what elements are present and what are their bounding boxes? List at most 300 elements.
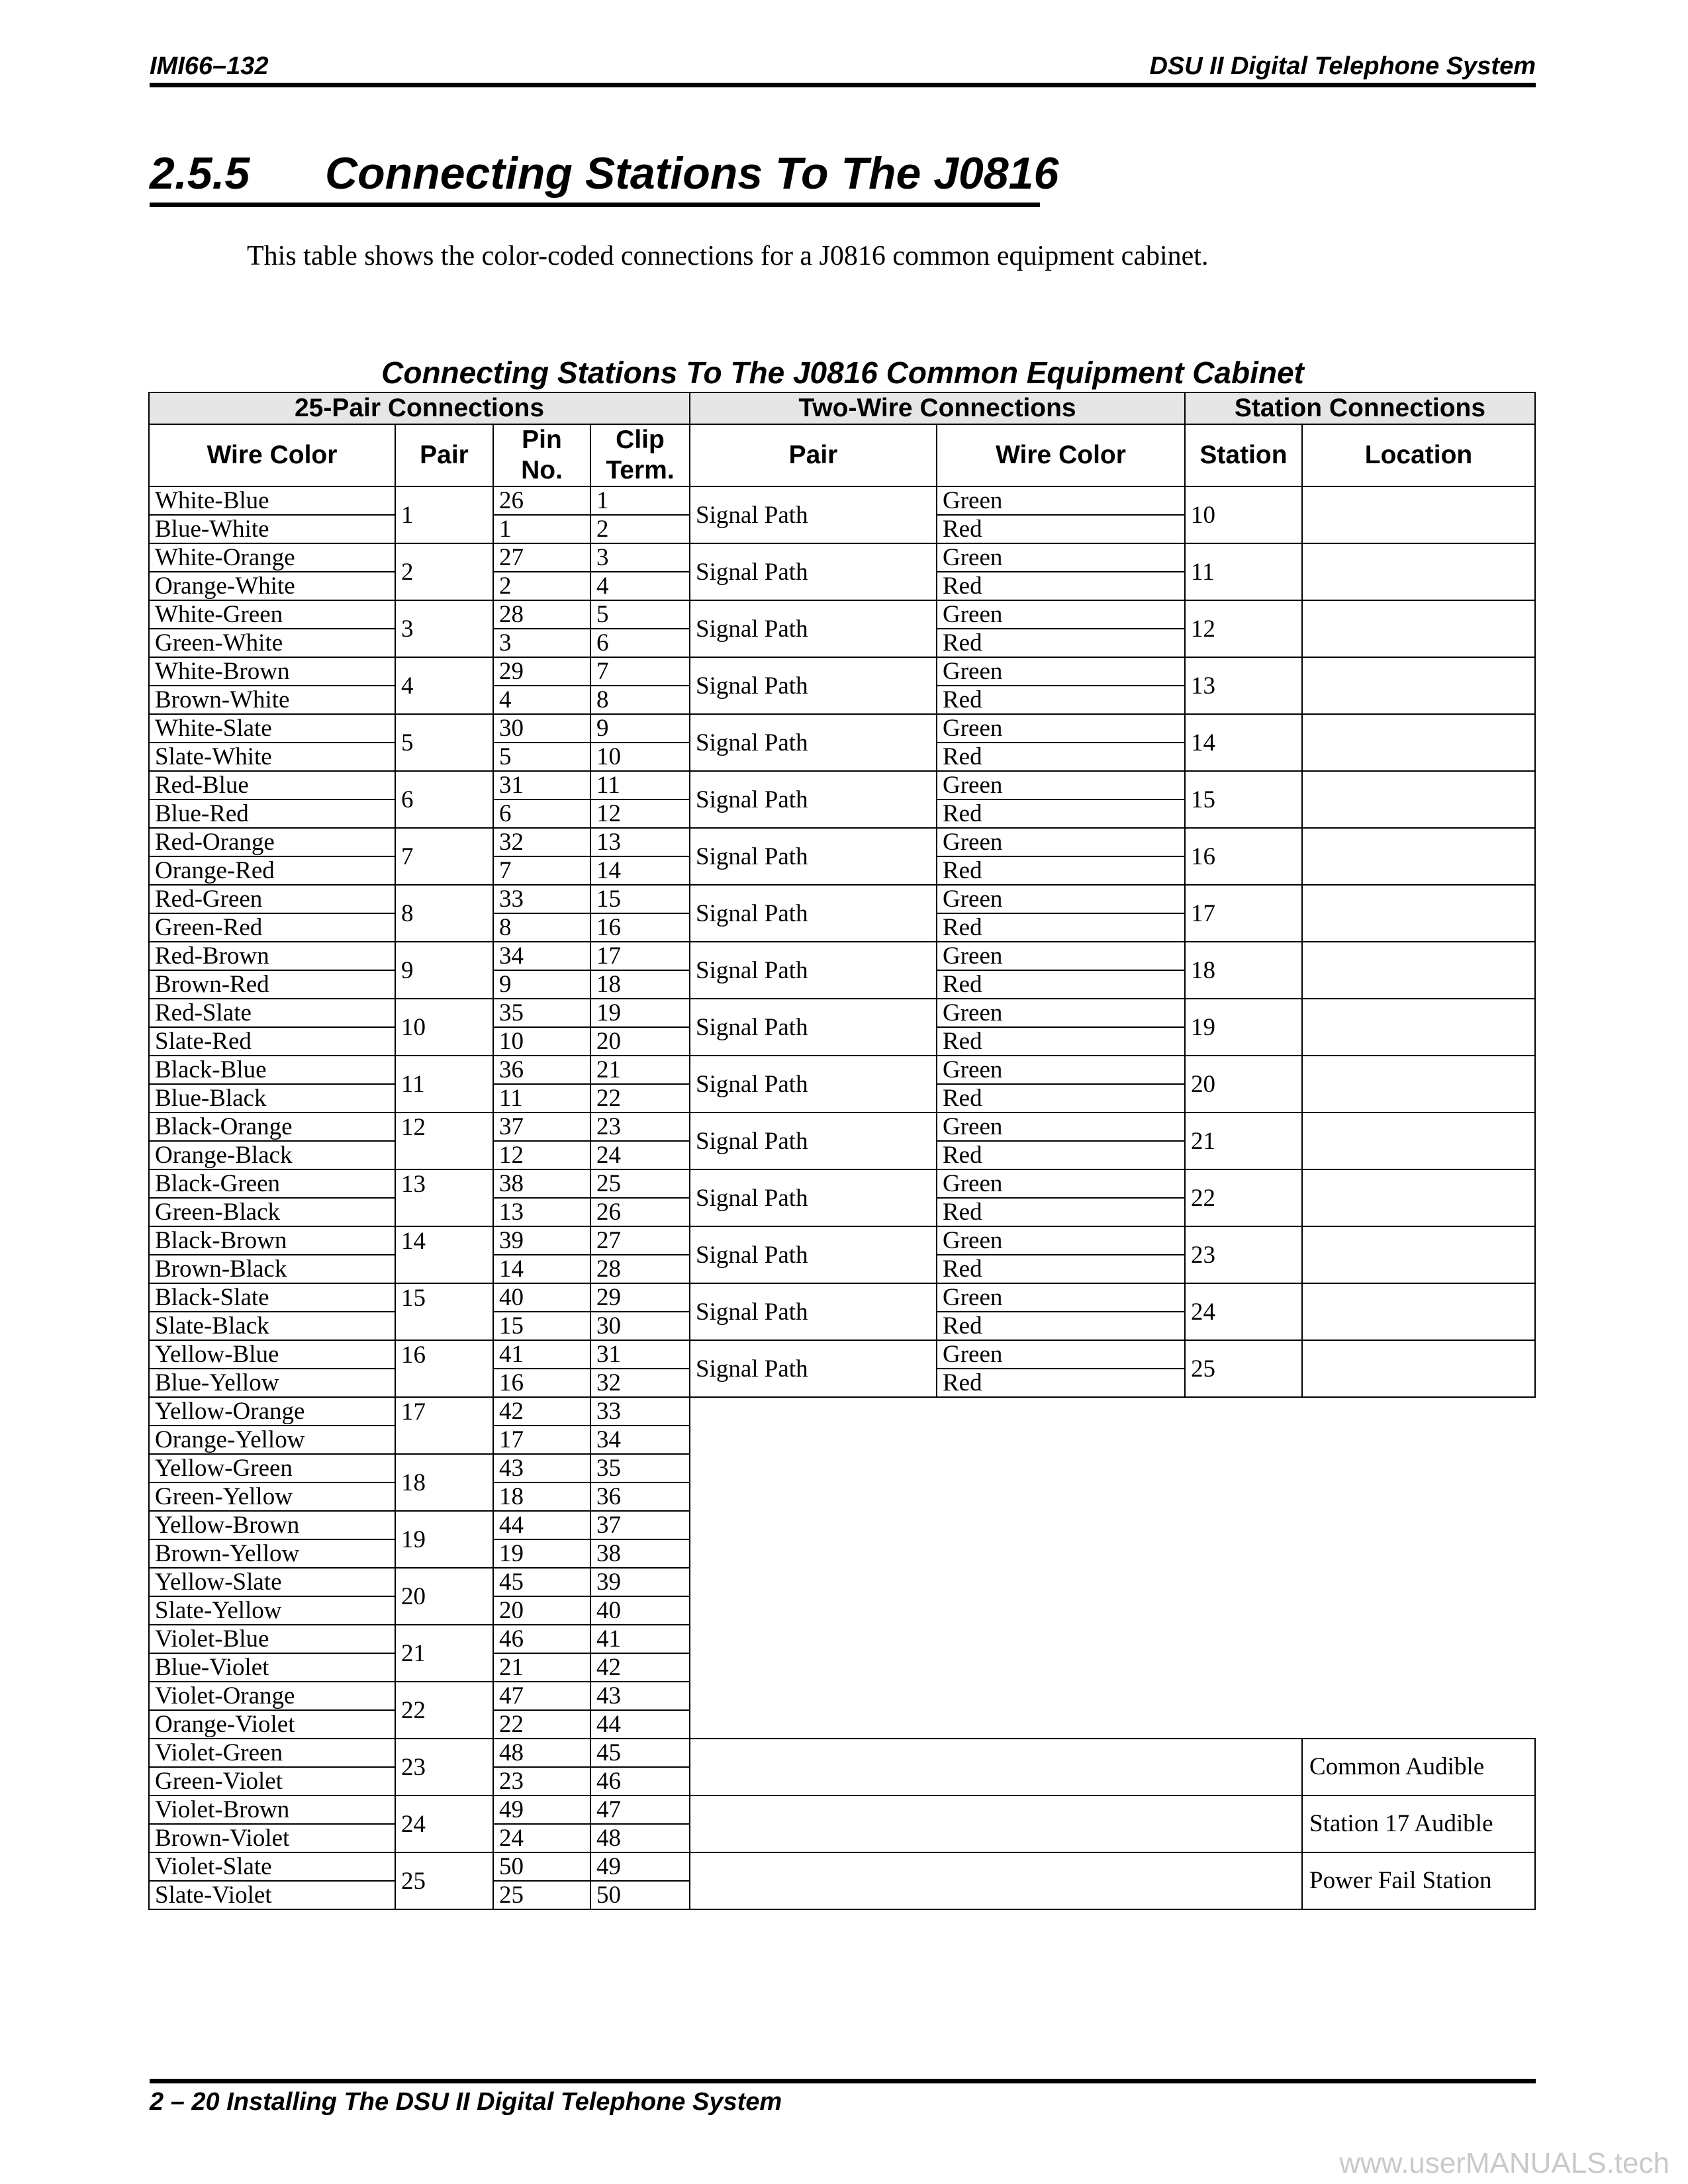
station-cell: 15 xyxy=(1185,771,1302,828)
connections-table xyxy=(148,392,1536,1910)
pin-number-cell: 18 xyxy=(493,1482,590,1511)
pin-number-cell: 11 xyxy=(493,1084,590,1113)
pair-number-cell xyxy=(395,1426,493,1454)
clip-terminal-cell: 30 xyxy=(590,1312,690,1340)
clip-terminal-cell: 23 xyxy=(590,1113,690,1141)
wire-color-cell: Green-Yellow xyxy=(149,1482,395,1511)
pair-number-cell xyxy=(395,1141,493,1169)
col-header-pair: Pair xyxy=(395,424,493,486)
pair-number-cell: 16 xyxy=(395,1340,493,1369)
pair-number-cell: 22 xyxy=(395,1682,493,1739)
station-cell: 22 xyxy=(1185,1169,1302,1226)
pin-number-cell: 23 xyxy=(493,1767,590,1796)
pair-number-cell: 1 xyxy=(395,486,493,543)
wire-color-cell: White-Brown xyxy=(149,657,395,686)
pin-number-cell: 40 xyxy=(493,1283,590,1312)
wire-color-cell: White-Blue xyxy=(149,486,395,515)
clip-terminal-cell: 34 xyxy=(590,1426,690,1454)
location-cell xyxy=(1302,942,1535,999)
table-row xyxy=(149,600,1535,629)
wire-color-cell: Violet-Slate xyxy=(149,1852,395,1881)
col-header-pin-no: Pin No. xyxy=(493,424,590,486)
wire-color-cell: Slate-Yellow xyxy=(149,1596,395,1625)
location-cell xyxy=(1302,1056,1535,1113)
clip-terminal-cell: 31 xyxy=(590,1340,690,1369)
two-wire-color-cell: Green xyxy=(937,600,1185,629)
pin-number-cell: 3 xyxy=(493,629,590,657)
pin-number-cell: 19 xyxy=(493,1539,590,1568)
pair-number-cell: 18 xyxy=(395,1454,493,1511)
two-wire-color-cell: Red xyxy=(937,1198,1185,1226)
clip-terminal-cell: 10 xyxy=(590,743,690,771)
pair-number-cell: 9 xyxy=(395,942,493,999)
clip-terminal-cell: 17 xyxy=(590,942,690,970)
pair-number-cell: 15 xyxy=(395,1283,493,1312)
location-cell: Power Fail Station xyxy=(1302,1852,1535,1909)
clip-terminal-cell: 32 xyxy=(590,1369,690,1397)
group-header-station: Station Connections xyxy=(1185,392,1535,424)
clip-terminal-cell: 50 xyxy=(590,1881,690,1909)
clip-terminal-cell: 8 xyxy=(590,686,690,714)
pair-number-cell xyxy=(395,1369,493,1397)
clip-terminal-cell: 36 xyxy=(590,1482,690,1511)
pair-number-cell: 19 xyxy=(395,1511,493,1568)
clip-terminal-cell: 24 xyxy=(590,1141,690,1169)
two-wire-color-cell: Red xyxy=(937,1027,1185,1056)
pair-number-cell xyxy=(395,1312,493,1340)
pin-number-cell: 2 xyxy=(493,572,590,600)
pin-number-cell: 44 xyxy=(493,1511,590,1539)
pair-number-cell: 7 xyxy=(395,828,493,885)
wire-color-cell: Yellow-Brown xyxy=(149,1511,395,1539)
wire-color-cell: Blue-Violet xyxy=(149,1653,395,1682)
header-doc-id: IMI66–132 xyxy=(150,52,269,80)
location-cell xyxy=(1302,1340,1535,1397)
table-row xyxy=(149,999,1535,1027)
clip-terminal-cell: 35 xyxy=(590,1454,690,1482)
wire-color-cell: Green-Red xyxy=(149,913,395,942)
clip-terminal-cell: 41 xyxy=(590,1625,690,1653)
clip-terminal-cell: 25 xyxy=(590,1169,690,1198)
wire-color-cell: Black-Orange xyxy=(149,1113,395,1141)
pair-number-cell: 10 xyxy=(395,999,493,1056)
clip-terminal-cell: 14 xyxy=(590,856,690,885)
table-row xyxy=(149,771,1535,799)
pair-number-cell: 24 xyxy=(395,1796,493,1852)
pair-number-cell: 11 xyxy=(395,1056,493,1113)
location-cell xyxy=(1302,1226,1535,1283)
pair-number-cell xyxy=(395,1255,493,1283)
pin-number-cell: 24 xyxy=(493,1824,590,1852)
clip-terminal-cell: 28 xyxy=(590,1255,690,1283)
pair-number-cell: 8 xyxy=(395,885,493,942)
clip-terminal-cell: 44 xyxy=(590,1710,690,1739)
table-row xyxy=(149,1283,1535,1312)
pin-number-cell: 28 xyxy=(493,600,590,629)
table-row xyxy=(149,714,1535,743)
station-cell: 18 xyxy=(1185,942,1302,999)
two-wire-pair-cell: Signal Path xyxy=(690,885,937,942)
two-wire-pair-cell: Signal Path xyxy=(690,942,937,999)
header-doc-title: DSU II Digital Telephone System xyxy=(1149,52,1536,80)
connections-table-body xyxy=(149,486,1535,1909)
table-row xyxy=(149,1226,1535,1255)
pin-number-cell: 37 xyxy=(493,1113,590,1141)
pin-number-cell: 49 xyxy=(493,1796,590,1824)
wire-color-cell: Orange-Red xyxy=(149,856,395,885)
wire-color-cell: White-Orange xyxy=(149,543,395,572)
wire-color-cell: Black-Green xyxy=(149,1169,395,1198)
two-wire-color-cell: Green xyxy=(937,657,1185,686)
table-title: Connecting Stations To The J0816 Common Equipment Cabinet xyxy=(381,355,1304,390)
table-row xyxy=(149,828,1535,856)
two-wire-color-cell: Red xyxy=(937,629,1185,657)
two-wire-color-cell: Green xyxy=(937,1113,1185,1141)
col-header-station: Station xyxy=(1185,424,1302,486)
station-cell: 13 xyxy=(1185,657,1302,714)
pin-number-cell: 1 xyxy=(493,515,590,543)
wire-color-cell: Orange-White xyxy=(149,572,395,600)
group-header-25-pair: 25-Pair Connections xyxy=(149,392,690,424)
clip-terminal-cell: 15 xyxy=(590,885,690,913)
blank-cell xyxy=(690,1739,1302,1796)
wire-color-cell: Yellow-Orange xyxy=(149,1397,395,1426)
two-wire-pair-cell: Signal Path xyxy=(690,1113,937,1169)
table-row xyxy=(149,1169,1535,1198)
two-wire-pair-cell: Signal Path xyxy=(690,999,937,1056)
two-wire-color-cell: Red xyxy=(937,572,1185,600)
pair-number-cell: 20 xyxy=(395,1568,493,1625)
table-row xyxy=(149,1056,1535,1084)
station-cell: 17 xyxy=(1185,885,1302,942)
two-wire-color-cell: Red xyxy=(937,1312,1185,1340)
table-row xyxy=(149,1739,1535,1767)
two-wire-color-cell: Red xyxy=(937,686,1185,714)
pin-number-cell: 10 xyxy=(493,1027,590,1056)
wire-color-cell: White-Green xyxy=(149,600,395,629)
clip-terminal-cell: 19 xyxy=(590,999,690,1027)
pair-number-cell: 17 xyxy=(395,1397,493,1426)
two-wire-color-cell: Green xyxy=(937,1226,1185,1255)
wire-color-cell: Slate-White xyxy=(149,743,395,771)
wire-color-cell: Blue-Yellow xyxy=(149,1369,395,1397)
two-wire-pair-cell: Signal Path xyxy=(690,1169,937,1226)
clip-terminal-cell: 46 xyxy=(590,1767,690,1796)
clip-terminal-cell: 45 xyxy=(590,1739,690,1767)
two-wire-color-cell: Green xyxy=(937,1056,1185,1084)
section-title xyxy=(150,147,1058,200)
pin-number-cell: 29 xyxy=(493,657,590,686)
pin-number-cell: 50 xyxy=(493,1852,590,1881)
pin-number-cell: 47 xyxy=(493,1682,590,1710)
pair-number-cell xyxy=(395,1198,493,1226)
location-cell xyxy=(1302,600,1535,657)
wire-color-cell: Green-Black xyxy=(149,1198,395,1226)
clip-terminal-cell: 26 xyxy=(590,1198,690,1226)
station-cell: 21 xyxy=(1185,1113,1302,1169)
table-row xyxy=(149,657,1535,686)
clip-terminal-cell: 42 xyxy=(590,1653,690,1682)
wire-color-cell: Brown-Violet xyxy=(149,1824,395,1852)
wire-color-cell: Violet-Blue xyxy=(149,1625,395,1653)
pin-number-cell: 4 xyxy=(493,686,590,714)
pin-number-cell: 33 xyxy=(493,885,590,913)
wire-color-cell: Yellow-Blue xyxy=(149,1340,395,1369)
pin-number-cell: 6 xyxy=(493,799,590,828)
location-cell xyxy=(1302,657,1535,714)
clip-terminal-cell: 18 xyxy=(590,970,690,999)
pin-number-cell: 32 xyxy=(493,828,590,856)
blank-cell xyxy=(690,1852,1302,1909)
two-wire-pair-cell: Signal Path xyxy=(690,1226,937,1283)
two-wire-color-cell: Green xyxy=(937,1340,1185,1369)
pin-number-cell: 48 xyxy=(493,1739,590,1767)
clip-terminal-cell: 22 xyxy=(590,1084,690,1113)
location-cell xyxy=(1302,714,1535,771)
clip-terminal-cell: 43 xyxy=(590,1682,690,1710)
pin-number-cell: 13 xyxy=(493,1198,590,1226)
pair-number-cell: 12 xyxy=(395,1113,493,1141)
two-wire-color-cell: Green xyxy=(937,999,1185,1027)
two-wire-pair-cell: Signal Path xyxy=(690,486,937,543)
two-wire-color-cell: Green xyxy=(937,486,1185,515)
footer-text: 2 – 20 Installing The DSU II Digital Telephone System xyxy=(150,2088,782,2116)
wire-color-cell: Slate-Black xyxy=(149,1312,395,1340)
clip-terminal-cell: 48 xyxy=(590,1824,690,1852)
wire-color-cell: Green-Violet xyxy=(149,1767,395,1796)
table-row xyxy=(149,885,1535,913)
wire-color-cell: Slate-Red xyxy=(149,1027,395,1056)
pin-number-cell: 21 xyxy=(493,1653,590,1682)
wire-color-cell: White-Slate xyxy=(149,714,395,743)
pin-number-cell: 31 xyxy=(493,771,590,799)
two-wire-color-cell: Red xyxy=(937,1141,1185,1169)
wire-color-cell: Orange-Yellow xyxy=(149,1426,395,1454)
table-row xyxy=(149,1397,1535,1426)
station-cell: 19 xyxy=(1185,999,1302,1056)
two-wire-color-cell: Green xyxy=(937,543,1185,572)
clip-terminal-cell: 5 xyxy=(590,600,690,629)
location-cell xyxy=(1302,486,1535,543)
pin-number-cell: 35 xyxy=(493,999,590,1027)
two-wire-color-cell: Green xyxy=(937,942,1185,970)
wire-color-cell: Violet-Orange xyxy=(149,1682,395,1710)
table-row xyxy=(149,1113,1535,1141)
pin-number-cell: 27 xyxy=(493,543,590,572)
pin-number-cell: 16 xyxy=(493,1369,590,1397)
two-wire-pair-cell: Signal Path xyxy=(690,771,937,828)
clip-terminal-cell: 21 xyxy=(590,1056,690,1084)
pin-number-cell: 14 xyxy=(493,1255,590,1283)
clip-terminal-cell: 3 xyxy=(590,543,690,572)
location-cell xyxy=(1302,885,1535,942)
two-wire-color-cell: Green xyxy=(937,1169,1185,1198)
clip-terminal-cell: 9 xyxy=(590,714,690,743)
wire-color-cell: Brown-Yellow xyxy=(149,1539,395,1568)
two-wire-pair-cell: Signal Path xyxy=(690,1056,937,1113)
two-wire-color-cell: Red xyxy=(937,1255,1185,1283)
location-cell xyxy=(1302,771,1535,828)
wire-color-cell: Red-Green xyxy=(149,885,395,913)
clip-terminal-cell: 38 xyxy=(590,1539,690,1568)
clip-terminal-cell: 11 xyxy=(590,771,690,799)
pair-number-cell: 21 xyxy=(395,1625,493,1682)
pair-number-cell: 13 xyxy=(395,1169,493,1198)
wire-color-cell: Orange-Violet xyxy=(149,1710,395,1739)
pin-number-cell: 45 xyxy=(493,1568,590,1596)
wire-color-cell: Yellow-Green xyxy=(149,1454,395,1482)
pair-number-cell: 14 xyxy=(395,1226,493,1255)
two-wire-color-cell: Red xyxy=(937,1084,1185,1113)
two-wire-pair-cell: Signal Path xyxy=(690,1340,937,1397)
pin-number-cell: 22 xyxy=(493,1710,590,1739)
wire-color-cell: Red-Slate xyxy=(149,999,395,1027)
clip-terminal-cell: 20 xyxy=(590,1027,690,1056)
wire-color-cell: Black-Slate xyxy=(149,1283,395,1312)
col-header-two-wire-pair: Pair xyxy=(690,424,937,486)
clip-terminal-cell: 12 xyxy=(590,799,690,828)
section-rule xyxy=(150,203,1040,207)
pin-number-cell: 20 xyxy=(493,1596,590,1625)
two-wire-color-cell: Red xyxy=(937,913,1185,942)
two-wire-color-cell: Green xyxy=(937,885,1185,913)
pin-number-cell: 17 xyxy=(493,1426,590,1454)
col-header-clip-term: Clip Term. xyxy=(590,424,690,486)
pin-number-cell: 9 xyxy=(493,970,590,999)
pin-number-cell: 39 xyxy=(493,1226,590,1255)
pin-number-cell: 5 xyxy=(493,743,590,771)
two-wire-pair-cell: Signal Path xyxy=(690,600,937,657)
station-cell: 11 xyxy=(1185,543,1302,600)
two-wire-color-cell: Red xyxy=(937,799,1185,828)
station-cell: 24 xyxy=(1185,1283,1302,1340)
wire-color-cell: Red-Blue xyxy=(149,771,395,799)
clip-terminal-cell: 47 xyxy=(590,1796,690,1824)
table-row xyxy=(149,1796,1535,1824)
pin-number-cell: 26 xyxy=(493,486,590,515)
two-wire-pair-cell: Signal Path xyxy=(690,828,937,885)
pin-number-cell: 36 xyxy=(493,1056,590,1084)
pin-number-cell: 46 xyxy=(493,1625,590,1653)
location-cell xyxy=(1302,999,1535,1056)
station-cell: 16 xyxy=(1185,828,1302,885)
location-cell xyxy=(1302,828,1535,885)
header-rule xyxy=(150,83,1536,87)
two-wire-pair-cell: Signal Path xyxy=(690,714,937,771)
group-header-two-wire: Two-Wire Connections xyxy=(690,392,1185,424)
two-wire-color-cell: Green xyxy=(937,828,1185,856)
wire-color-cell: Slate-Violet xyxy=(149,1881,395,1909)
watermark: www.userMANUALS.tech xyxy=(1339,2147,1669,2179)
section-heading: Connecting Stations To The J0816 xyxy=(325,148,1059,199)
station-cell: 23 xyxy=(1185,1226,1302,1283)
clip-terminal-cell: 29 xyxy=(590,1283,690,1312)
two-wire-pair-cell: Signal Path xyxy=(690,657,937,714)
station-cell: 12 xyxy=(1185,600,1302,657)
table-row xyxy=(149,486,1535,515)
wire-color-cell: Green-White xyxy=(149,629,395,657)
wire-color-cell: Brown-Red xyxy=(149,970,395,999)
wire-color-cell: Violet-Green xyxy=(149,1739,395,1767)
pin-number-cell: 12 xyxy=(493,1141,590,1169)
pin-number-cell: 38 xyxy=(493,1169,590,1198)
pin-number-cell: 25 xyxy=(493,1881,590,1909)
wire-color-cell: Yellow-Slate xyxy=(149,1568,395,1596)
station-cell: 25 xyxy=(1185,1340,1302,1397)
wire-color-cell: Red-Brown xyxy=(149,942,395,970)
wire-color-cell: Orange-Black xyxy=(149,1141,395,1169)
location-cell xyxy=(1302,543,1535,600)
table-row xyxy=(149,942,1535,970)
wire-color-cell: Black-Blue xyxy=(149,1056,395,1084)
clip-terminal-cell: 40 xyxy=(590,1596,690,1625)
wire-color-cell: Black-Brown xyxy=(149,1226,395,1255)
section-number: 2.5.5 xyxy=(150,148,250,199)
two-wire-color-cell: Green xyxy=(937,771,1185,799)
station-cell: 10 xyxy=(1185,486,1302,543)
two-wire-color-cell: Red xyxy=(937,970,1185,999)
two-wire-color-cell: Red xyxy=(937,743,1185,771)
clip-terminal-cell: 33 xyxy=(590,1397,690,1426)
wire-color-cell: Brown-Black xyxy=(149,1255,395,1283)
pair-number-cell: 5 xyxy=(395,714,493,771)
table-row xyxy=(149,1852,1535,1881)
station-cell: 20 xyxy=(1185,1056,1302,1113)
location-cell xyxy=(1302,1113,1535,1169)
location-cell: Station 17 Audible xyxy=(1302,1796,1535,1852)
footer-rule xyxy=(150,2079,1536,2083)
clip-terminal-cell: 27 xyxy=(590,1226,690,1255)
two-wire-color-cell: Green xyxy=(937,1283,1185,1312)
col-header-location: Location xyxy=(1302,424,1535,486)
pair-number-cell: 3 xyxy=(395,600,493,657)
table-row xyxy=(149,543,1535,572)
pin-number-cell: 34 xyxy=(493,942,590,970)
two-wire-pair-cell: Signal Path xyxy=(690,1283,937,1340)
location-cell xyxy=(1302,1283,1535,1340)
clip-terminal-cell: 39 xyxy=(590,1568,690,1596)
pair-number-cell: 2 xyxy=(395,543,493,600)
col-header-wire-color: Wire Color xyxy=(149,424,395,486)
pair-number-cell: 23 xyxy=(395,1739,493,1796)
col-header-two-wire-color: Wire Color xyxy=(937,424,1185,486)
wire-color-cell: Blue-Black xyxy=(149,1084,395,1113)
pin-number-cell: 43 xyxy=(493,1454,590,1482)
two-wire-color-cell: Red xyxy=(937,515,1185,543)
wire-color-cell: Blue-White xyxy=(149,515,395,543)
wire-color-cell: Violet-Brown xyxy=(149,1796,395,1824)
pair-number-cell: 4 xyxy=(395,657,493,714)
pin-number-cell: 7 xyxy=(493,856,590,885)
pair-number-cell: 6 xyxy=(395,771,493,828)
location-cell xyxy=(1302,1169,1535,1226)
pin-number-cell: 15 xyxy=(493,1312,590,1340)
pin-number-cell: 42 xyxy=(493,1397,590,1426)
blank-cell xyxy=(690,1796,1302,1852)
two-wire-color-cell: Green xyxy=(937,714,1185,743)
station-cell: 14 xyxy=(1185,714,1302,771)
clip-terminal-cell: 6 xyxy=(590,629,690,657)
wire-color-cell: Red-Orange xyxy=(149,828,395,856)
clip-terminal-cell: 7 xyxy=(590,657,690,686)
two-wire-color-cell: Red xyxy=(937,856,1185,885)
intro-paragraph: This table shows the color-coded connections for a J0816 common equipment cabinet. xyxy=(247,241,1209,271)
two-wire-pair-cell: Signal Path xyxy=(690,543,937,600)
clip-terminal-cell: 1 xyxy=(590,486,690,515)
clip-terminal-cell: 13 xyxy=(590,828,690,856)
clip-terminal-cell: 37 xyxy=(590,1511,690,1539)
clip-terminal-cell: 2 xyxy=(590,515,690,543)
